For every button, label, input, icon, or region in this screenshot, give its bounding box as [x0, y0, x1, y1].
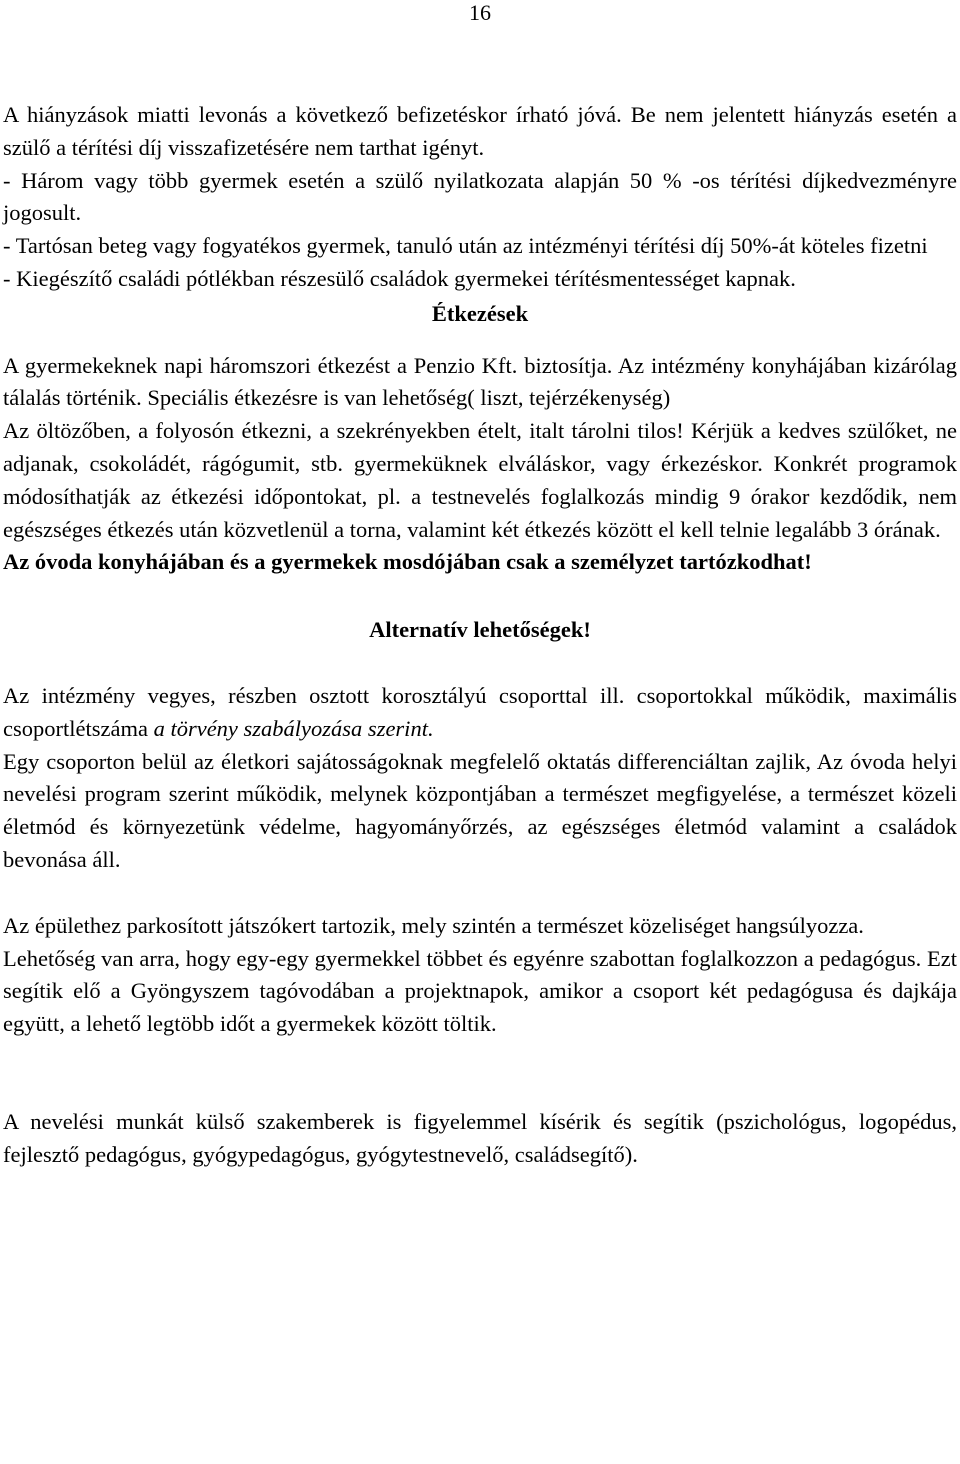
paragraph-kitchen-staff-only: Az óvoda konyhájában és a gyermekek mosdójában csak a személyzet tartózkodhat! — [3, 549, 812, 575]
mixed-groups-text: Az intézmény vegyes, részben osztott korosztályú csoporttal ill. csoportokkal működik, maximális csoportlétszáma — [3, 682, 957, 741]
paragraph-mixed-groups — [3, 680, 957, 746]
paragraph-three-children-discount: - Három vagy több gyermek esetén a szülő nyilatkozata alapján 50 % -os térítési díjkedvezményre jogosult. — [3, 167, 957, 226]
heading-meals: Étkezések — [431, 300, 529, 326]
paragraph-chronic-illness-fee: - Tartósan beteg vagy fogyatékos gyermek, tanuló után az intézményi térítési díj 50%-át köteles fizetni — [3, 233, 928, 259]
paragraph-external-specialists: A nevelési munkát külső szakemberek is figyelemmel kísérik és segítik (pszichológus, logopédus, fejlesztő pedagógus, gyógypedagógus, gyógytestnevelő, családsegítő). — [3, 1108, 957, 1167]
mixed-groups-italic-text: a törvény szabályozása szerint. — [147, 715, 434, 741]
paragraph-meal-rules: Az öltözőben, a folyosón étkezni, a szekrényekben ételt, italt tárolni tilos! Kérjük a kedves szülőket, ne adjanak, csokoládét, rágógumit, stb. gyermeküknek elváláskor, vagy érkezéskor. Konkrét programok módosíthatják az étkezési időpontokat, pl. a testnevelés foglalkozás mindig 9 órakor kezdődik, nem egészséges étkezés után közvetlenül a torna, valamint két étkezés között el kell telnie legalább 3 órának. — [3, 418, 957, 542]
paragraph-playground: Az épülethez parkosított játszókert tartozik, mely szintén a természet közeliséget hangsúlyozza. — [3, 912, 864, 938]
paragraph-absence-deduction: A hiányzások miatti levonás a következő befizetéskor írható jóvá. Be nem jelentett hiányzás esetén a szülő a térítési díj visszafizetésére nem tarthat igényt. — [3, 102, 957, 160]
paragraph-family-allowance-exemption: - Kiegészítő családi pótlékban részesülő családok gyermekei térítésmentességet kapnak. — [3, 265, 796, 291]
paragraph-individual-attention: Lehetőség van arra, hogy egy-egy gyermekkel többet és egyénre szabottan foglalkozzon a pedagógus. Ezt segítik elő a Gyöngyszem tagóvodában a projektnapok, amikor a csoport két pedagógusa és dajkája együtt, a lehető legtöbb időt a gyermekek között töltik. — [3, 945, 957, 1037]
page-number: 16 — [469, 0, 491, 25]
paragraph-differentiated-education: Egy csoporton belül az életkori sajátosságoknak megfelelő oktatás differenciáltan zajlik, Az óvoda helyi nevelési program szerint működik, melynek központjában a természet megfigyelése, a természet közeli életmód és környezetünk védelme, hagyományőrzés, az egészséges életmód valamint a családok bevonása áll. — [3, 748, 957, 872]
heading-alternative-options: Alternatív lehetőségek! — [369, 617, 591, 643]
paragraph-meals-provider: A gyermekeknek napi háromszori étkezést a Penzio Kft. biztosítja. Az intézmény konyhájában kizárólag tálalás történik. Speciális étkezésre is van lehetőség( liszt, tejérzékenység) — [3, 352, 957, 411]
document-body — [3, 99, 957, 1172]
